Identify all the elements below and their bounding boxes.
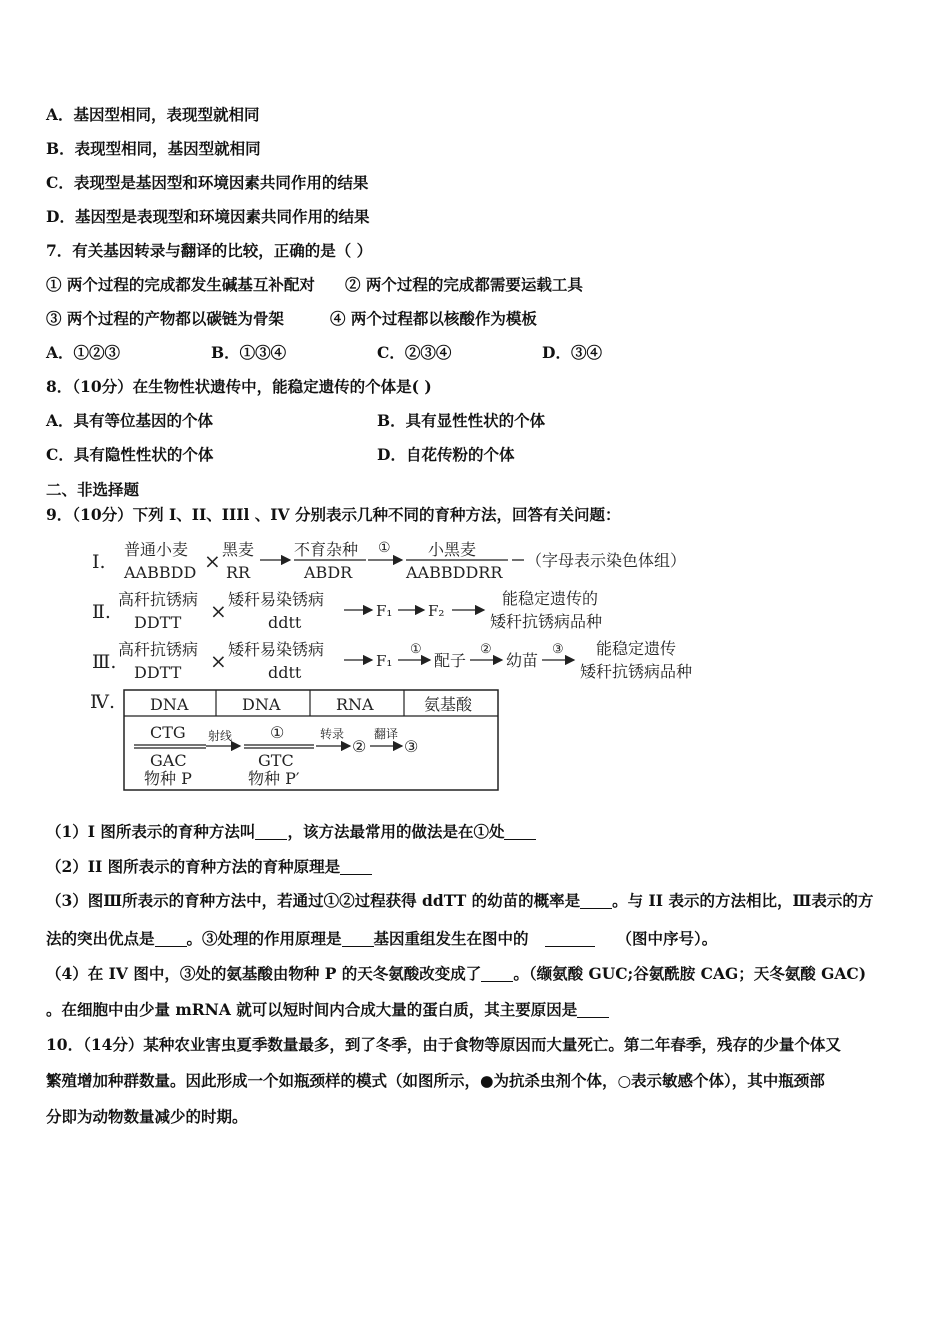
answer-blank[interactable] — [342, 931, 374, 948]
answer-blank[interactable] — [155, 931, 187, 948]
seedling-label: 幼苗 — [506, 651, 539, 670]
q9-part-3-text-a: （3）图Ⅲ所表示的育种方法中，若通过①②过程获得 ddTT 的幼苗的概率是 — [46, 891, 581, 910]
tall-resistant-label: 高秆抗锈病 — [118, 590, 199, 609]
q7-option-a: A．①②③ — [46, 343, 121, 362]
gamete-label: 配子 — [434, 651, 467, 670]
q6-option-d: D．基因型是表现型和环境因素共同作用的结果 — [46, 207, 370, 226]
tall-resistant-label: 高秆抗锈病 — [118, 640, 199, 659]
answer-blank[interactable] — [580, 893, 612, 910]
answer-blank[interactable] — [504, 824, 536, 841]
answer-blank[interactable] — [255, 824, 287, 841]
q9-part-1 — [46, 820, 536, 842]
q9-part-2 — [46, 855, 372, 877]
q9-part-3-line-1 — [46, 889, 873, 911]
q7-option-b: B．①③④ — [211, 343, 287, 362]
stable-variety-line-1: 能稳定遗传 — [596, 639, 677, 658]
section-heading: 二、非选择题 — [46, 480, 140, 499]
common-wheat-genome: AABBDD — [124, 563, 197, 582]
row-4-label: Ⅳ. — [90, 691, 116, 713]
dwarf-susceptible-genotype: ddtt — [268, 613, 302, 632]
q7-option-c: C．②③④ — [377, 343, 452, 362]
header-rna: RNA — [336, 695, 374, 714]
q7-statement-4: ④ 两个过程都以核酸作为模板 — [330, 309, 537, 328]
q6-option-c: C．表现型是基因型和环境因素共同作用的结果 — [46, 173, 369, 192]
rye-genome: RR — [226, 563, 251, 582]
header-dna-1: DNA — [150, 695, 189, 714]
stable-variety-line-2: 矮秆抗锈病品种 — [580, 662, 693, 681]
radiation-label: 射线 — [208, 729, 233, 743]
tall-resistant-genotype: DDTT — [134, 613, 182, 632]
q8-stem: 8．（10分）在生物性状遗传中，能稳定遗传的个体是( ) — [46, 377, 432, 396]
sterile-hybrid-label: 不育杂种 — [294, 540, 359, 559]
q9-part-4-text-a: （4）在 IV 图中，③处的氨基酸由物种 P 的天冬氨酸改变成了 — [46, 964, 482, 983]
q9-part-4-line-1 — [46, 962, 866, 984]
q9-part-4-text-c: 。在细胞中由少量 mRNA 就可以短时间内合成大量的蛋白质，其主要原因是 — [46, 1000, 578, 1019]
q10-line-3: 分即为动物数量减少的时期。 — [46, 1107, 248, 1126]
q6-option-b: B．表现型相同，基因型就相同 — [46, 139, 261, 158]
breeding-diagram — [88, 532, 728, 802]
q10-line-1: 10．（14分）某种农业害虫夏季数量最多，到了冬季，由于食物等原因而大量死亡。第二年春季，残存的少量个体又 — [46, 1035, 841, 1054]
q9-part-3-text-f: （图中序号）。 — [616, 929, 718, 948]
answer-blank[interactable] — [481, 966, 513, 983]
answer-blank[interactable] — [340, 859, 372, 876]
q9-part-4-line-2 — [46, 998, 609, 1020]
step-1-marker: ① — [270, 723, 285, 742]
triticale-genome: AABBDDRR — [406, 563, 503, 582]
q7-statement-2: ② 两个过程的完成都需要运载工具 — [345, 275, 583, 294]
genome-note: （字母表示染色体组） — [526, 551, 687, 570]
q9-part-2-text: （2）II 图所表示的育种方法的育种原理是 — [46, 857, 341, 876]
q7-statement-3: ③ 两个过程的产物都以碳链为骨架 — [46, 309, 284, 328]
triticale-label: 小黑麦 — [428, 540, 477, 559]
dwarf-susceptible-label: 矮秆易染锈病 — [228, 590, 325, 609]
tall-resistant-genotype: DDTT — [134, 663, 182, 682]
q6-option-a: A．基因型相同，表现型就相同 — [46, 105, 260, 124]
step-3-marker: ③ — [404, 737, 419, 756]
f1-label: F₁ — [376, 602, 393, 620]
cross-sign: × — [204, 549, 221, 573]
dwarf-susceptible-genotype: ddtt — [268, 663, 302, 682]
q9-part-1-text-a: （1）I 图所表示的育种方法叫 — [46, 822, 256, 841]
answer-blank[interactable] — [545, 931, 595, 948]
answer-blank[interactable] — [577, 1002, 609, 1019]
q8-option-c: C．具有隐性性状的个体 — [46, 445, 214, 464]
row-3-label: Ⅲ. — [92, 651, 117, 673]
q7-statement-1: ① 两个过程的完成都发生碱基互补配对 — [46, 275, 315, 294]
transcription-label: 转录 — [320, 727, 345, 741]
q8-option-d: D．自花传粉的个体 — [377, 445, 515, 464]
cross-sign: × — [210, 599, 227, 623]
header-amino-acid: 氨基酸 — [424, 695, 473, 714]
dwarf-susceptible-label: 矮秆易染锈病 — [228, 640, 325, 659]
q9-part-4-text-b: 。（缬氨酸 GUC;谷氨酰胺 CAG；天冬氨酸 GAC) — [513, 964, 867, 983]
species-p-label: 物种 P — [144, 769, 192, 788]
f2-label: F₂ — [428, 602, 445, 620]
cross-sign: × — [210, 649, 227, 673]
species-p-prime-label: 物种 P′ — [248, 769, 300, 788]
codon-gac: GAC — [150, 751, 187, 770]
q9-part-3-text-d: 。③处理的作用原理是 — [186, 929, 342, 948]
common-wheat-label: 普通小麦 — [124, 540, 189, 559]
q10-line-2: 繁殖增加种群数量。因此形成一个如瓶颈样的模式（如图所示，●为抗杀虫剂个体，○表示敏感个体），其中瓶颈部 — [46, 1071, 825, 1090]
q9-part-3-text-e: 基因重组发生在图中的 — [373, 929, 529, 948]
q9-part-1-text-b: ，该方法最常用的做法是在①处 — [287, 822, 505, 841]
q9-part-3-text-b: 。与 II 表示的方法相比，Ⅲ表示的方 — [612, 891, 874, 910]
codon-gtc: GTC — [258, 751, 294, 770]
step-1-marker: ① — [378, 540, 391, 556]
stable-variety-line-1: 能稳定遗传的 — [502, 589, 599, 608]
row-2-label: Ⅱ. — [92, 601, 111, 623]
stable-variety-line-2: 矮秆抗锈病品种 — [490, 612, 603, 631]
q8-option-b: B．具有显性性状的个体 — [377, 411, 546, 430]
q9-stem: 9．（10分）下列 I、II、IIIl 、IV 分别表示几种不同的育种方法，回答有关问题： — [46, 505, 621, 524]
codon-ctg: CTG — [150, 723, 186, 742]
q8-option-a: A．具有等位基因的个体 — [46, 411, 214, 430]
row-1-label: Ⅰ. — [92, 551, 106, 573]
q9-part-3-text-c: 法的突出优点是 — [46, 929, 155, 948]
q7-stem: 7．有关基因转录与翻译的比较，正确的是（ ） — [46, 241, 373, 260]
q9-part-3-line-2 — [46, 927, 717, 949]
translation-label: 翻译 — [374, 727, 399, 741]
step-2-marker: ② — [480, 642, 492, 657]
step-1-marker: ① — [410, 642, 422, 657]
q7-option-d: D．③④ — [542, 343, 602, 362]
f1-label: F₁ — [376, 652, 393, 670]
breeding-methods-figure — [88, 532, 728, 802]
rye-label: 黑麦 — [222, 540, 255, 559]
step-2-marker: ② — [352, 737, 367, 756]
step-3-marker: ③ — [552, 642, 564, 657]
header-dna-2: DNA — [242, 695, 281, 714]
sterile-hybrid-genome: ABDR — [304, 563, 353, 582]
